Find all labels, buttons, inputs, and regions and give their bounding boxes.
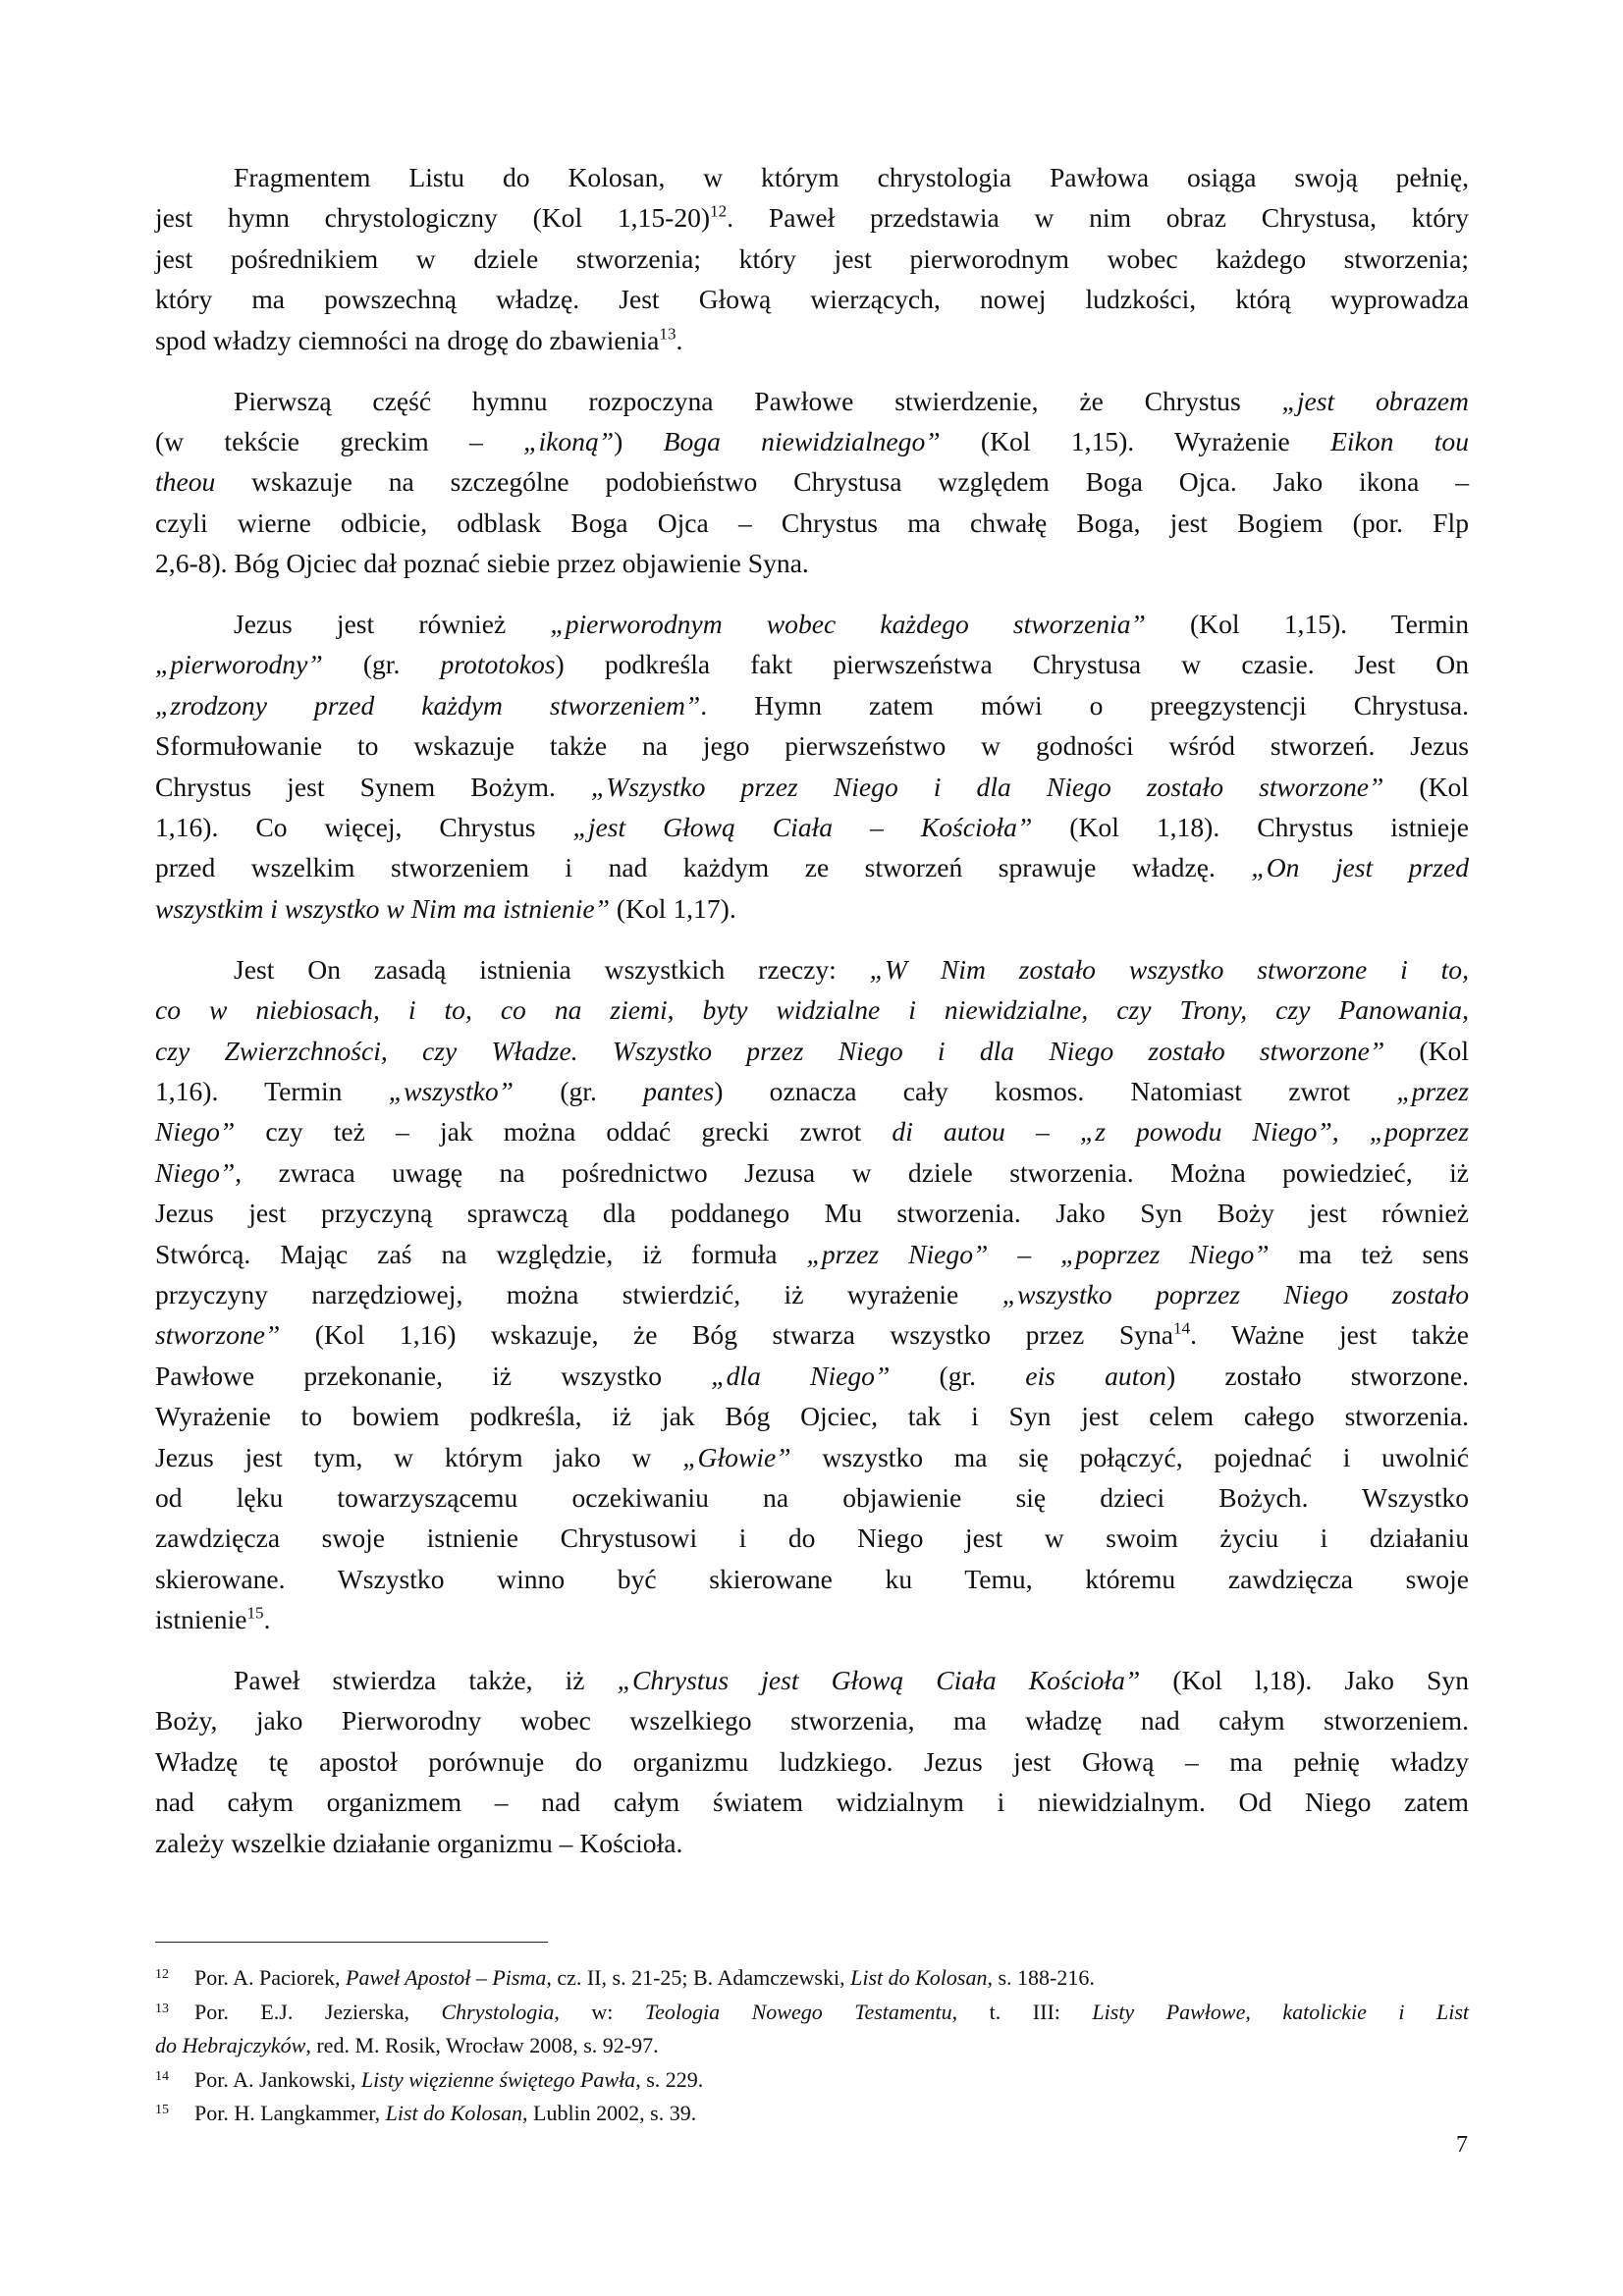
text-run: . Ważne jest także (1190, 1319, 1469, 1351)
paragraph (155, 157, 1469, 360)
text-line (155, 949, 1469, 989)
text-line (155, 725, 1469, 766)
text-run: jest hymn chrystologiczny (Kol 1,15-20) (155, 202, 711, 234)
text-run: , w: (554, 1999, 645, 2024)
italic-text: eis auton (1025, 1360, 1166, 1391)
text-run: przyczyny narzędziowej, można stwierdzić, iż wyrażenie (155, 1278, 1002, 1309)
text-line (155, 1234, 1469, 1274)
text-line (155, 604, 1469, 644)
text-line (155, 1437, 1469, 1477)
italic-text: Chrystologia (441, 1999, 555, 2024)
text-run: – (988, 1238, 1061, 1269)
text-run: . (676, 324, 683, 355)
italic-text: Eikon tou (1330, 425, 1469, 456)
italic-text: prototokos (440, 649, 556, 680)
footnote-reference: 13 (659, 323, 676, 343)
text-line (155, 644, 1469, 684)
text-run: , cz. II, s. 21-25; B. Adamczewski, (546, 1965, 851, 1990)
text-run: Por. A. Jankowski, (194, 2066, 361, 2092)
text-run: Jezus jest również (234, 609, 551, 640)
italic-text: „On jest przed (1251, 852, 1469, 883)
italic-text: List do Kolosan (850, 1965, 988, 1990)
text-line (155, 1700, 1469, 1740)
italic-text: Paweł Apostoł – Pisma (346, 1965, 547, 1990)
text-run: (Kol 1,15). Termin (1145, 609, 1469, 640)
text-line (155, 767, 1469, 807)
text-run: Por. E.J. Jezierska, (194, 1999, 442, 2024)
text-line (155, 461, 1469, 502)
body-text (155, 157, 1469, 1884)
text-line (155, 421, 1469, 461)
text-line (155, 989, 1469, 1030)
text-line (155, 1111, 1469, 1151)
text-run: , s. 188-216. (987, 1965, 1095, 1990)
italic-text: „Wszystko przez Niego i dla Niego zostało stworzone” (590, 771, 1384, 802)
text-run: który ma powszechną władzę. Jest Głową wierzących, nowej ludzkości, którą wyprowadza (155, 284, 1469, 315)
text-run: Pierwszą część hymnu rozpoczyna Pawłowe stwierdzenie, że Chrystus (234, 385, 1282, 416)
text-run: Władzę tę apostoł porównuje do organizmu ludzkiego. Jezus jest Głową – ma pełnię władzy (155, 1745, 1469, 1777)
text-run: Paweł stwierdza także, iż (234, 1665, 618, 1696)
text-run: skierowane. Wszystko winno być skierowane ku Temu, któremu zawdzięcza swoje (155, 1563, 1469, 1594)
text-run: nad całym organizmem – nad całym światem widzialnym i niewidzialnym. Od Niego zatem (155, 1787, 1469, 1818)
text-run: (Kol l,18). Jako Syn (1140, 1665, 1469, 1696)
text-line (155, 1193, 1469, 1233)
footnote-separator (155, 1942, 548, 1943)
footnote-line: 12 Por. A. Paciorek, Paweł Apostoł – Pisma, cz. II, s. 21-25; B. Adamczewski, List do Kolosan, s. 188-216. (155, 1965, 1095, 1990)
text-line (155, 1741, 1469, 1782)
italic-text: pantes (643, 1075, 715, 1106)
italic-text: Boga niewidzialnego” (663, 425, 941, 456)
text-run: Fragmentem Listu do Kolosan, w którym chrystologia Pawłowa osiąga swoją pełnię, (234, 162, 1469, 192)
italic-text: „jest obrazem (1281, 385, 1469, 416)
text-run: , red. M. Rosik, Wrocław 2008, s. 92-97. (305, 2033, 659, 2058)
text-run: (Kol 1,17). (609, 892, 736, 924)
paragraph (155, 949, 1469, 1640)
text-line (155, 1660, 1469, 1700)
italic-text: „pierworodnym wobec każdego stworzenia” (550, 609, 1146, 640)
italic-text: Niego” (155, 1156, 236, 1188)
italic-text: „poprzez Niego” (1060, 1238, 1270, 1269)
italic-text: „z powodu Niego”, „poprzez (1079, 1116, 1470, 1148)
text-run: (Kol 1,15). Wyrażenie (940, 425, 1331, 456)
text-line (155, 279, 1469, 319)
text-run: (Kol (1383, 771, 1469, 802)
footnotes (155, 1961, 1469, 2131)
text-line (155, 1314, 1469, 1355)
text-run: (Kol 1,16) wskazuje, że Bóg stwarza wszystko przez Syna (280, 1319, 1174, 1351)
italic-text: theou (155, 466, 216, 498)
text-run: Jest On zasadą istnienia wszystkich rzeczy: (234, 953, 870, 985)
footnote-line: 13 Por. E.J. Jezierska, Chrystologia, w: Teologia Nowego Testamentu, t. III: Listy Pawłowe, katolickie i List (155, 1999, 1470, 2024)
footnote (155, 1996, 1469, 2063)
text-run: (gr. (322, 649, 441, 680)
text-run: Pawłowe przekonanie, iż wszystko (155, 1360, 712, 1391)
text-line (155, 1559, 1469, 1599)
text-run: , t. III: (951, 1999, 1093, 2024)
text-run: ) zostało stworzone. (1165, 1360, 1470, 1391)
text-run: ma też sens (1269, 1238, 1470, 1269)
text-run: . Paweł przedstawia w nim obraz Chrystusa, który (727, 202, 1469, 234)
text-line (155, 320, 1469, 360)
text-run: jest pośrednikiem w dziele stworzenia; który jest pierworodnym wobec każdego stworzenia; (155, 242, 1469, 274)
italic-text: di autou (892, 1116, 1005, 1148)
text-run: . Hymn zatem mówi o preegzystencji Chrystusa. (700, 689, 1469, 721)
text-run: – (1004, 1116, 1080, 1148)
text-line (155, 1274, 1469, 1314)
text-run: (Kol (1384, 1035, 1470, 1066)
text-run: czyli wierne odbicie, odblask Boga Ojca – Chrystus ma chwałę Boga, jest Bogiem (por. Flp (155, 507, 1469, 538)
text-line (155, 239, 1469, 279)
italic-text: „W Nim zostało wszystko stworzone i to, (869, 953, 1469, 985)
italic-text: „dla Niego” (711, 1360, 891, 1391)
text-run: wskazuje na szczególne podobieństwo Chrystusa względem Boga Ojca. Jako ikona – (215, 466, 1469, 498)
text-run: 2,6-8). Bóg Ojciec dał poznać siebie przez objawienie Syna. (155, 548, 809, 579)
text-run: zawdzięcza swoje istnienie Chrystusowi i do Niego jest w swoim życiu i działaniu (155, 1522, 1469, 1554)
italic-text: „wszystko poprzez Niego zostało (1001, 1278, 1470, 1309)
text-run: (gr. (890, 1360, 1026, 1391)
text-line (155, 1477, 1469, 1518)
text-run: czy też – jak można oddać grecki zwrot (235, 1116, 893, 1148)
footnote-reference: 14 (1173, 1318, 1191, 1338)
text-line (155, 807, 1469, 847)
text-line (155, 1031, 1469, 1071)
italic-text: wszystkim i wszystko w Nim ma istnienie” (155, 892, 610, 924)
text-run: wszystko ma się połączyć, pojednać i uwolnić (790, 1441, 1469, 1472)
text-run: ) oznacza cały kosmos. Natomiast zwrot (714, 1075, 1397, 1106)
italic-text: List do Kolosan (385, 2101, 523, 2126)
italic-text: „ikoną” (523, 425, 615, 456)
text-run: Chrystus jest Synem Bożym. (155, 771, 591, 802)
italic-text: Listy więzienne świętego Pawła (360, 2066, 636, 2092)
text-line (155, 197, 1469, 238)
text-line (155, 503, 1469, 543)
italic-text: Teologia Nowego Testamentu (644, 1999, 952, 2024)
text-run: Por. H. Langkammer, (194, 2101, 386, 2126)
italic-text: co w niebiosach, i to, co na ziemi, byty widzialne i niewidzialne, czy Trony, czy Panowania, (155, 994, 1469, 1026)
italic-text: „Chrystus jest Głową Ciała Kościoła” (617, 1665, 1141, 1696)
paragraph (155, 1660, 1469, 1863)
italic-text: Niego” (155, 1116, 236, 1148)
text-run: (gr. (514, 1075, 644, 1106)
text-line (155, 1152, 1469, 1193)
italic-text: Listy Pawłowe, katolickie i List (1092, 1999, 1470, 2024)
text-run: istnienie (155, 1604, 247, 1635)
text-line (155, 1396, 1469, 1436)
footnote-line: 15 Por. H. Langkammer, List do Kolosan, Lublin 2002, s. 39. (155, 2101, 697, 2126)
text-run: Boży, jako Pierworodny wobec wszelkiego stworzenia, ma władzę nad całym stworzeniem. (155, 1705, 1469, 1736)
text-line (155, 1599, 1469, 1639)
italic-text: „przez Niego” (806, 1238, 989, 1269)
footnote-reference: 12 (710, 201, 728, 221)
text-run: Stwórcą. Mając zaś na względzie, iż formuła (155, 1238, 807, 1269)
text-run: spod władzy ciemności na drogę do zbawienia (155, 324, 660, 355)
italic-text: czy Zwierzchności, czy Władze. Wszystko przez Niego i dla Niego zostało stworzone” (155, 1035, 1385, 1066)
page-number: 7 (1456, 2132, 1468, 2158)
footnote-line: 14 Por. A. Jankowski, Listy więzienne świętego Pawła, s. 229. (155, 2066, 704, 2092)
footnote (155, 2097, 1469, 2131)
text-line (155, 685, 1469, 725)
text-run: 1,16). Co więcej, Chrystus (155, 812, 573, 843)
italic-text: „Głowie” (682, 1441, 791, 1472)
text-run: Jezus jest tym, w którym jako w (155, 1441, 683, 1472)
text-line (155, 888, 1469, 929)
italic-text: „wszystko” (388, 1075, 514, 1106)
paragraph (155, 381, 1469, 584)
paragraph (155, 604, 1469, 929)
text-run: , Lublin 2002, s. 39. (522, 2101, 697, 2126)
text-line (155, 1782, 1469, 1822)
footnote-reference: 15 (246, 1603, 264, 1623)
text-run: ) (614, 425, 664, 456)
footnote (155, 2063, 1469, 2098)
text-line (155, 157, 1469, 197)
text-run: (Kol 1,18). Chrystus istnieje (1032, 812, 1469, 843)
text-run: zależy wszelkie działanie organizmu – Kościoła. (155, 1827, 683, 1858)
text-line (155, 543, 1469, 583)
italic-text: „przez (1396, 1075, 1469, 1106)
italic-text: „pierworodny” (155, 649, 323, 680)
text-run: 1,16). Termin (155, 1075, 389, 1106)
italic-text: „zrodzony przed każdym stworzeniem” (155, 689, 701, 721)
text-line (155, 1356, 1469, 1396)
italic-text: „jest Głową Ciała – Kościoła” (572, 812, 1033, 843)
text-line (155, 381, 1469, 421)
text-run: przed wszelkim stworzeniem i nad każdym ze stworzeń sprawuje władzę. (155, 852, 1252, 883)
text-run: Wyrażenie to bowiem podkreśla, iż jak Bóg Ojciec, tak i Syn jest celem całego stworzenia. (155, 1401, 1469, 1432)
italic-text: do Hebrajczyków (155, 2033, 306, 2058)
text-run: . (263, 1604, 271, 1635)
italic-text: stworzone” (155, 1319, 281, 1351)
text-line (155, 1823, 1469, 1863)
text-line (155, 847, 1469, 887)
text-run: Sformułowanie to wskazuje także na jego pierwszeństwo w godności wśród stworzeń. Jezus (155, 730, 1469, 762)
text-run: ) podkreśla fakt pierwszeństwa Chrystusa w czasie. Jest On (555, 649, 1469, 680)
text-run: (w tekście greckim – (155, 425, 524, 456)
footnote-line (155, 2029, 1469, 2063)
text-run: Jezus jest przyczyną sprawczą dla poddanego Mu stworzenia. Jako Syn Boży jest również (155, 1198, 1469, 1229)
text-run: , s. 229. (635, 2066, 704, 2092)
text-line (155, 1071, 1469, 1111)
text-run: , zwraca uwagę na pośrednictwo Jezusa w dziele stworzenia. Można powiedzieć, iż (235, 1156, 1469, 1188)
text-run: Por. A. Paciorek, (194, 1965, 346, 1990)
footnote (155, 1961, 1469, 1996)
text-line (155, 1518, 1469, 1558)
text-run: od lęku towarzyszącemu oczekiwaniu na objawienie się dzieci Bożych. Wszystko (155, 1481, 1469, 1513)
